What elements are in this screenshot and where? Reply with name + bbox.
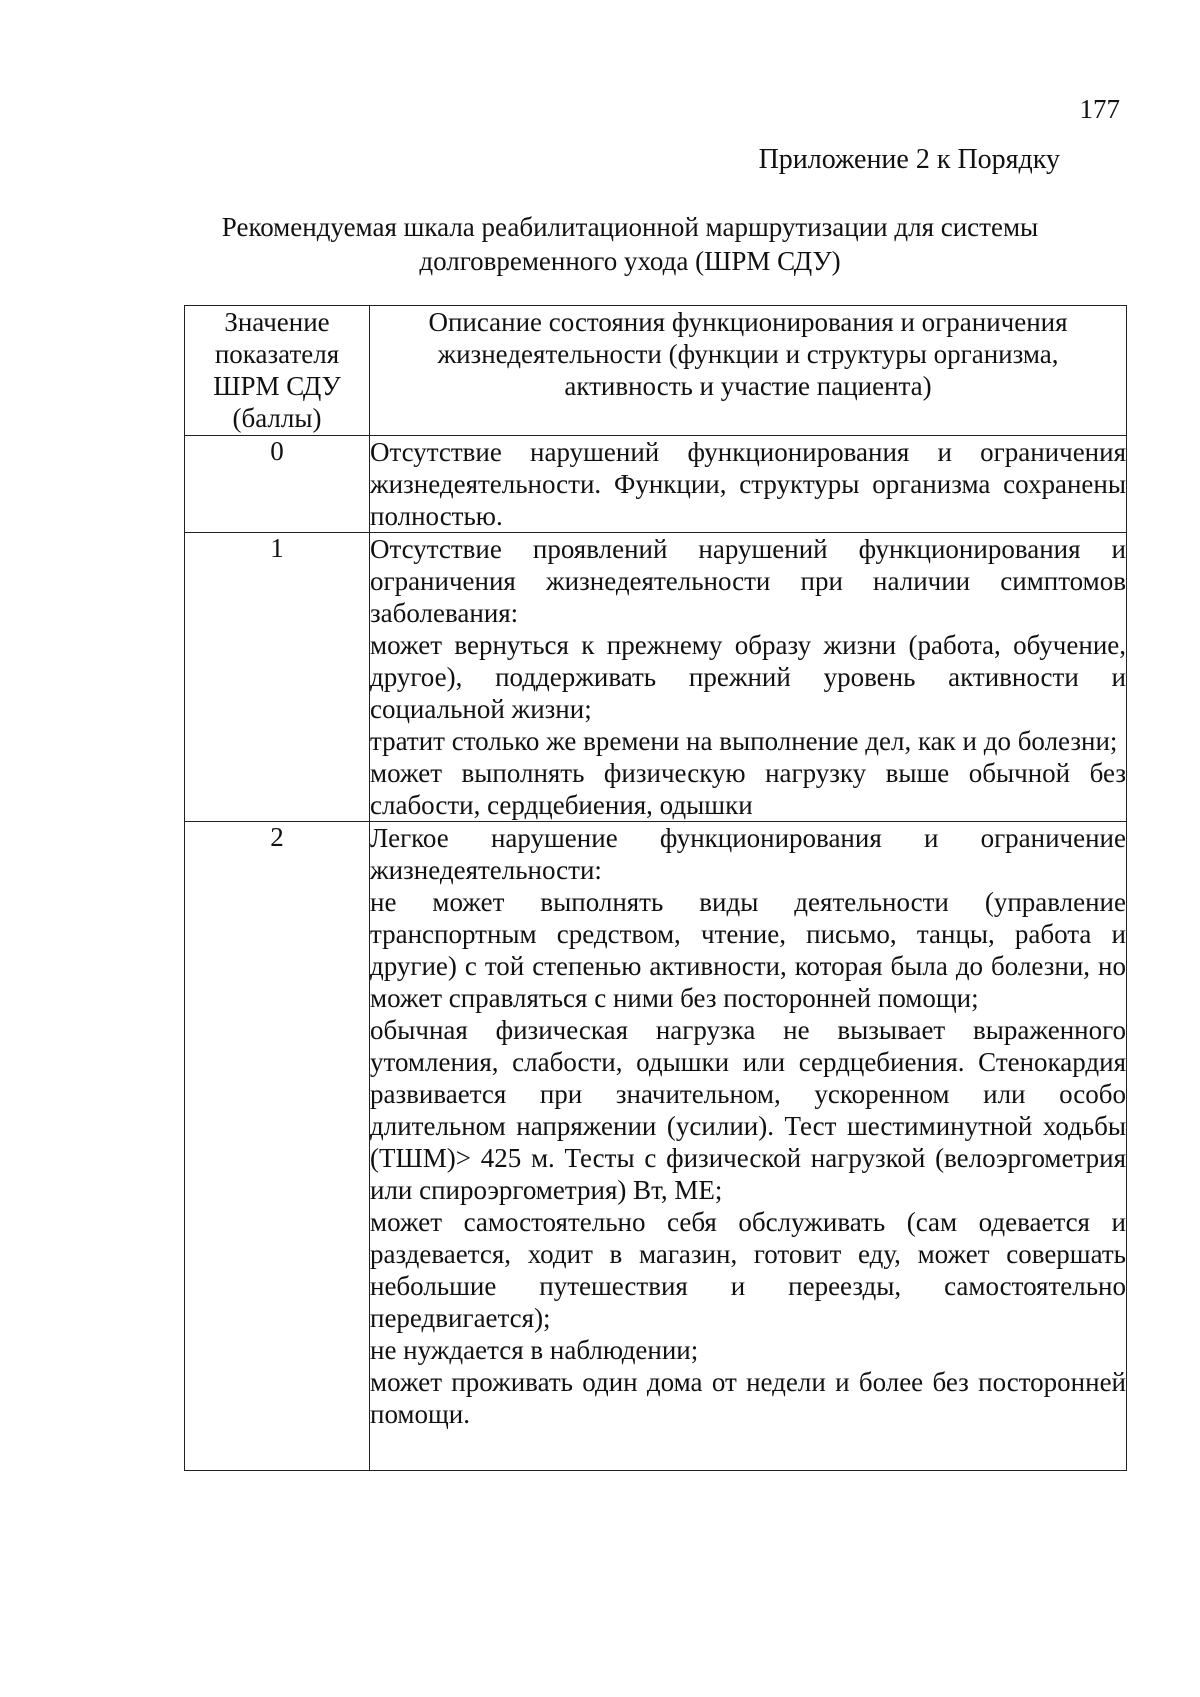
header-score-line: показателя <box>214 339 340 369</box>
description-paragraph: не может выполнять виды деятельности (управление транспортным средством, чтение, письмо, танцы, работа и другие) с той степенью активности, которая была до болезни, но может справляться с ними без посторонней помощи; <box>370 887 1126 1013</box>
rehabilitation-scale-table <box>184 305 1127 1471</box>
title-line-2: долговременного ухода (ШРМ СДУ) <box>419 246 841 276</box>
header-score-cell <box>185 306 370 436</box>
description-cell <box>370 436 1127 533</box>
score-cell: 0 <box>185 436 370 533</box>
header-description-line: жизнедеятельности (функции и структуры организма, <box>437 339 1059 369</box>
annex-label: Приложение 2 к Порядку <box>758 144 1060 175</box>
header-description-line: активность и участие пациента) <box>564 371 932 401</box>
header-description-line: Описание состояния функционирования и ограничения <box>428 307 1068 337</box>
description-paragraph: может выполнять физическую нагрузку выше обычной без слабости, сердцебиения, одышки <box>370 758 1126 820</box>
table-row <box>185 822 1127 1471</box>
header-score-line: Значение <box>224 307 330 337</box>
page-number: 177 <box>1079 94 1120 124</box>
description-cell <box>370 533 1127 822</box>
description-paragraph: тратит столько же времени на выполнение дел, как и до болезни; <box>370 726 1118 756</box>
description-paragraph: может самостоятельно себя обслуживать (сам одевается и раздевается, ходит в магазин, готовит еду, может совершать небольшие путешествия и переезды, самостоятельно передвигается); <box>370 1207 1126 1333</box>
score-cell: 1 <box>185 533 370 822</box>
description-cell <box>370 822 1127 1471</box>
header-score-line: ШРМ СДУ <box>213 371 341 401</box>
table-row <box>185 533 1127 822</box>
header-description-cell <box>370 306 1127 436</box>
header-score-line: (баллы) <box>232 403 322 433</box>
document-title <box>140 210 1120 278</box>
description-paragraph: может проживать один дома от недели и более без посторонней помощи. <box>370 1367 1126 1429</box>
title-line-1: Рекомендуемая шкала реабилитационной маршрутизации для системы <box>221 212 1039 242</box>
score-cell: 2 <box>185 822 370 1471</box>
description-paragraph: не нуждается в наблюдении; <box>370 1335 699 1365</box>
table-row <box>185 436 1127 533</box>
description-paragraph: Отсутствие нарушений функционирования и ограничения жизнедеятельности. Функции, структуры организма сохранены полностью. <box>370 437 1126 531</box>
description-paragraph: Легкое нарушение функционирования и ограничение жизнедеятельности: <box>370 823 1126 885</box>
table-header-row <box>185 306 1127 436</box>
description-paragraph: может вернуться к прежнему образу жизни (работа, обучение, другое), поддерживать прежний уровень активности и социальной жизни; <box>370 630 1126 724</box>
description-paragraph: обычная физическая нагрузка не вызывает выраженного утомления, слабости, одышки или сердцебиения. Стенокардия развивается при значительном, ускоренном или особо длительном напряжении (усилии). Тест шестиминутной ходьбы (ТШМ)> 425 м. Тесты с физической нагрузкой (велоэргометрия или спироэргометрия) Вт, МЕ; <box>370 1015 1126 1205</box>
description-paragraph: Отсутствие проявлений нарушений функционирования и ограничения жизнедеятельности при наличии симптомов заболевания: <box>370 534 1126 628</box>
